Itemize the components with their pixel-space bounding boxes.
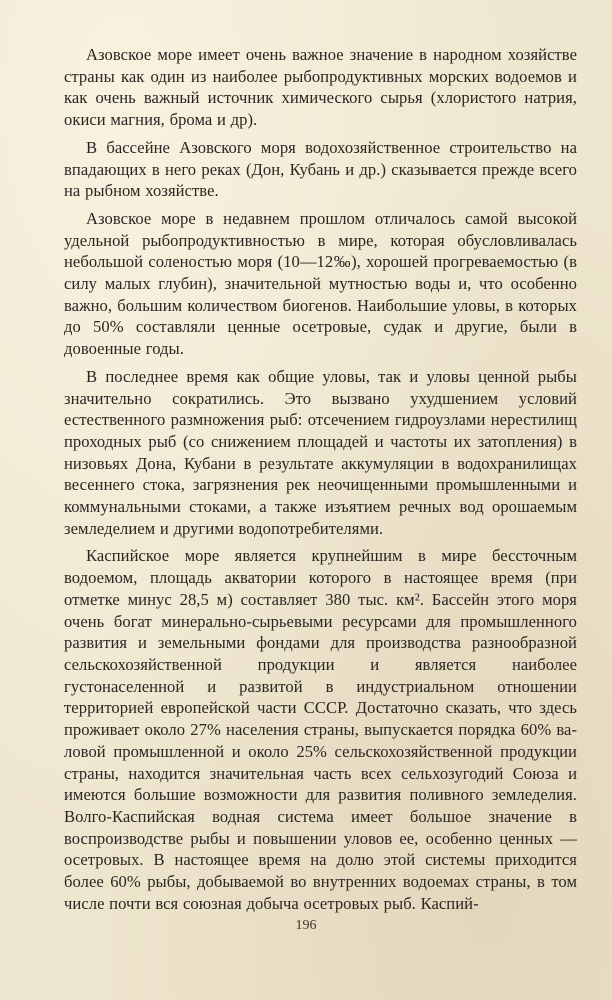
paragraph-azov-importance: Азовское море имеет очень важное значение в народном хозяйстве страны как один из наиболее рыбопродуктивных морских водоемов и как очень важный источник химического сырья (хлористого натрия, окиси магния, брома и др). (64, 45, 577, 130)
body-text (64, 44, 577, 920)
page-number: 196 (295, 918, 317, 933)
paragraph-azov-productivity: Азовское море в недавнем прошлом отличалось самой высокой удельной рыбопродуктивностью в мире, которая обусловливалась небольшой соленостью моря (10—12‰), хорошей прогреваемостью (в силу малых глубин), значительной мутностью воды и, что особенно важно, большим количеством биогенов. Наибольшие уловы, в которых до 50% составляли ценные осетровые, судак и другие, были в довоенные годы. (64, 208, 577, 359)
paragraph-catch-decline: В последнее время как общие уловы, так и уловы ценной рыбы значительно сократились. Это вызвано ухудшением условий естественного размножения рыб: отсечением гидроузлами нерестилищ проходных рыб (со снижением площадей и частоты их затопления) в низовьях Дона, Кубани в результате аккумуляции в водохранилищах весеннего стока, загрязнения рек неочищенными промышленными и коммунальными стоками, а также изъятием речных вод орошаемым земледелием и другими водопотребителями. (64, 366, 577, 538)
paragraph-caspian-sea: Каспийское море является крупнейшим в мире бессточным водоемом, площадь акватории которого в настоящее время (при отметке минус 28,5 м) составляет 380 тыс. км². Бассейн этого моря очень богат минерально-сырьевыми ресурсами для промышленного развития и земельными фондами для производства разнообразной сельскохозяйственной продукции и является наиболее густонаселенной и развитой в индустриальном отношении территорией европейской части СССР. Достаточно сказать, что здесь проживает около 27% населения страны, выпускается порядка 60% валовой промышленной и около 25% сельскохозяйственной продукции страны, находится значительная часть всех сельхозугодий Союза и имеются большие возможности для развития поливного земледелия. Волго-Каспийская водная система имеет большое значение в воспроизводстве рыбы и повышении уловов ее, особенно ценных — осетровых. В настоящее время на долю этой системы приходится более 60% рыбы, добываемой во внутренних водоемах страны, в том числе почти вся союзная добыча осетровых рыб. Каспий- (64, 546, 577, 913)
paragraph-azov-basin: В бассейне Азовского моря водохозяйственное строительство на впадающих в него реках (Дон, Кубань и др.) сказывается прежде всего на рыбном хозяйстве. (64, 137, 577, 201)
